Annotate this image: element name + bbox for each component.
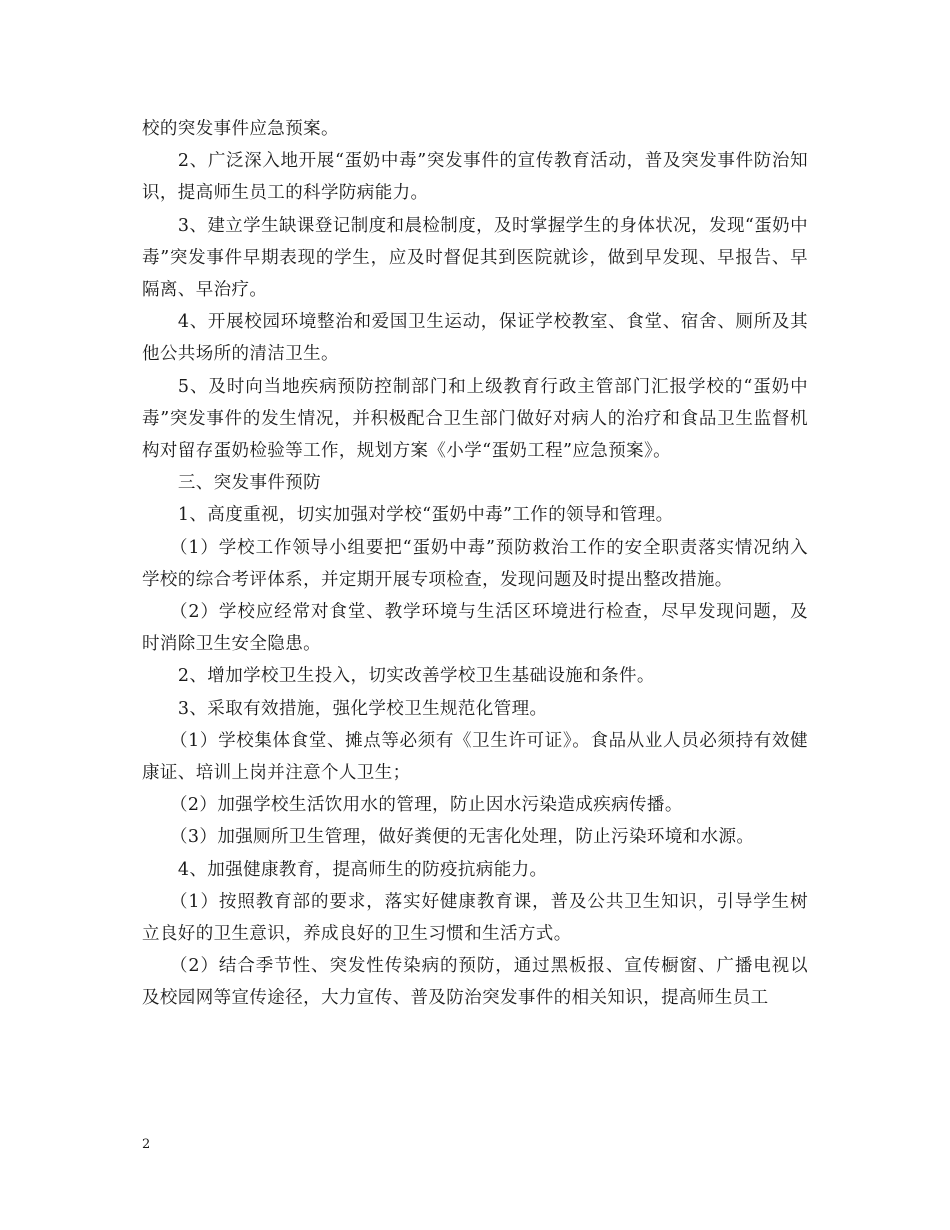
paragraph: （1）学校集体食堂、摊点等必须有《卫生许可证》。食品从业人员必须持有效健康证、培训上岗并注意个人卫生；: [142, 730, 808, 784]
paragraph: 5、及时向当地疾病预防控制部门和上级教育行政主管部门汇报学校的“蛋奶中毒”突发事件的发生情况，并积极配合卫生部门做好对病人的治疗和食品卫生监督机构对留存蛋奶检验等工作，规划方案《小学“蛋奶工程”应急预案》。: [142, 376, 808, 462]
paragraph: 2、增加学校卫生投入，切实改善学校卫生基础设施和条件。: [177, 666, 655, 687]
paragraph: （3）加强厕所卫生管理，做好粪便的无害化处理，防止污染环境和水源。: [170, 827, 755, 848]
paragraph: （2）结合季节性、突发性传染病的预防，通过黑板报、宣传橱窗、广播电视以及校园网等宣传途径，大力宣传、普及防治突发事件的相关知识，提高师生员工: [142, 956, 808, 1009]
paragraph: 校的突发事件应急预案。: [142, 119, 339, 139]
paragraph: 4、加强健康教育，提高师生的防疫抗病能力。: [177, 859, 548, 880]
document-body: [142, 113, 808, 1015]
paragraph: 1、高度重视，切实加强对学校“蛋奶中毒”工作的领导和管理。: [177, 505, 674, 526]
paragraph: 2、广泛深入地开展“蛋奶中毒”突发事件的宣传教育活动，普及突发事件防治知识，提高师生员工的科学防病能力。: [142, 151, 808, 204]
paragraph: （1）按照教育部的要求，落实好健康教育课，普及公共卫生知识，引导学生树立良好的卫生意识，养成良好的卫生习惯和生活方式。: [142, 891, 808, 945]
paragraph: 3、采取有效措施，强化学校卫生规范化管理。: [177, 698, 548, 719]
paragraph: 4、开展校园环境整治和爱国卫生运动，保证学校教室、食堂、宿舍、厕所及其他公共场所的清洁卫生。: [142, 312, 808, 365]
paragraph: 3、建立学生缺课登记制度和晨检制度，及时掌握学生的身体状况，发现“蛋奶中毒”突发事件早期表现的学生，应及时督促其到医院就诊，做到早发现、早报告、早隔离、早治疗。: [142, 215, 808, 301]
paragraph: （1）学校工作领导小组要把“蛋奶中毒”预防救治工作的安全职责落实情况纳入学校的综合考评体系，并定期开展专项检查，发现问题及时提出整改措施。: [142, 537, 808, 590]
paragraph: （2）加强学校生活饮用水的管理，防止因水污染造成疾病传播。: [170, 795, 683, 816]
paragraph: （2）学校应经常对食堂、教学环境与生活区环境进行检查，尽早发现问题，及时消除卫生安全隐患。: [142, 602, 808, 655]
section-heading: 三、突发事件预防: [177, 473, 322, 494]
page-number: 2: [142, 1137, 151, 1152]
